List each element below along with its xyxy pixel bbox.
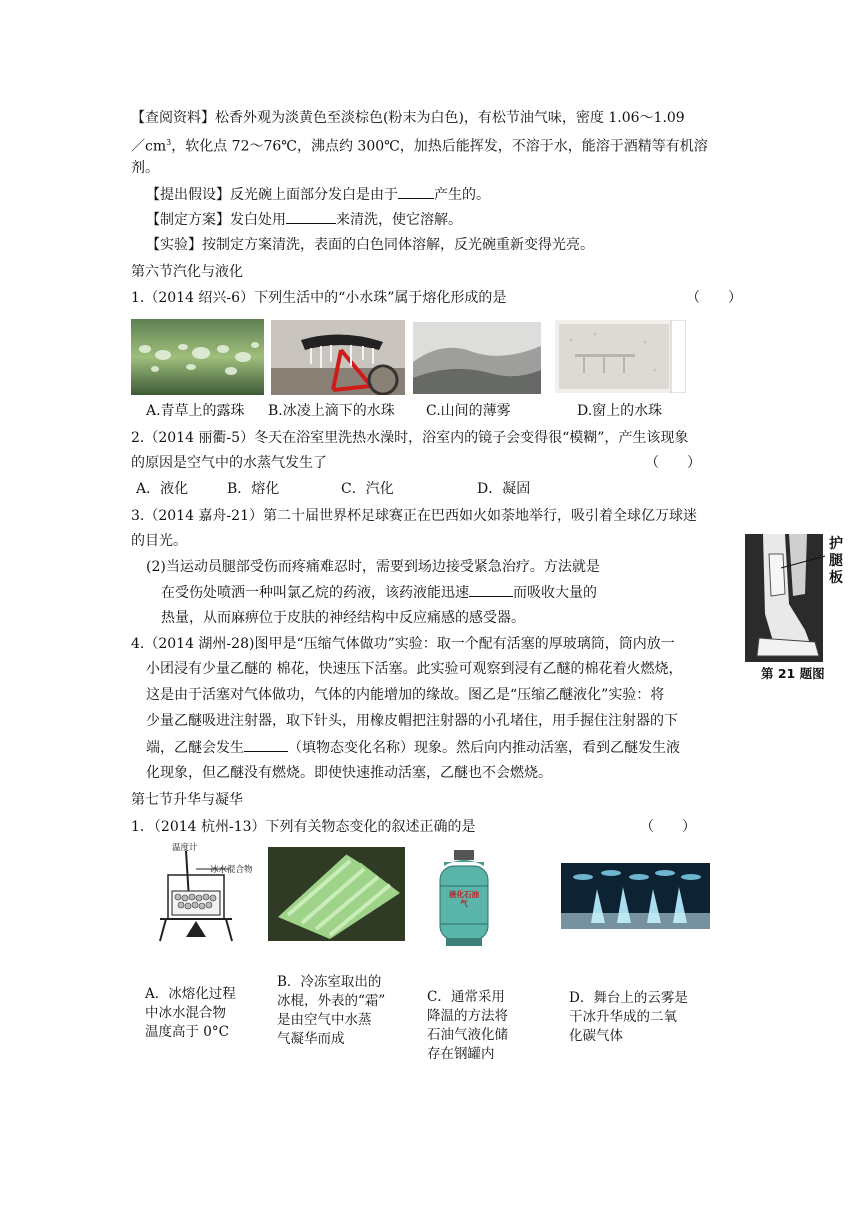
s7-option-c-line-2: 降温的方法将 xyxy=(427,1008,508,1024)
thermometer-label: 温度计 xyxy=(172,843,198,853)
s6-q1-answer-paren[interactable]: （ ） xyxy=(686,290,742,306)
s6-q1-option-a[interactable]: A.青草上的露珠 xyxy=(146,403,245,419)
s6-q4-line-4: 少量乙醚吸进注射器，取下针头，用橡皮帽把注射器的小孔堵住，用手握住注射器的下 xyxy=(146,713,678,729)
s7-option-d[interactable] xyxy=(569,989,688,1046)
s7-option-d-line-3: 化碳气体 xyxy=(569,1028,623,1044)
s7-option-c-line-3: 石油气液化储 xyxy=(427,1027,508,1043)
s6-q3-sub-2-tail: 而吸收大量的 xyxy=(513,585,597,601)
s6-q3-stem-line-1: 3.（2014 嘉舟-21）第二十届世界杯足球赛正在巴西如火如荼地举行，吸引着全球亿万球迷 xyxy=(131,508,697,524)
mountain-mist-image xyxy=(413,322,541,394)
hypothesis-tail: 产生的。 xyxy=(434,187,490,203)
s7-option-c[interactable] xyxy=(427,988,508,1064)
plan-text: 【制定方案】发白处用 xyxy=(146,212,286,228)
s7-option-a-line-1: A．冰熔化过程 xyxy=(145,986,236,1002)
s7-option-b-line-3: 是由空气中水蒸 xyxy=(277,1012,372,1028)
shin-guard-label: 护腿板 xyxy=(829,536,843,586)
section-6-title: 第六节汽化与液化 xyxy=(131,264,243,280)
s7-option-d-line-2: 干冰升华成的二氧 xyxy=(569,1009,677,1025)
s7-option-c-line-4: 存在钢罐内 xyxy=(427,1046,495,1062)
s6-q2-option-c[interactable]: C．汽化 xyxy=(341,481,394,497)
hypothesis-line xyxy=(146,184,490,205)
plan-line xyxy=(146,209,462,230)
lpg-cylinder-image xyxy=(426,848,502,948)
s6-q1-option-b[interactable]: B.冰凌上滴下的水珠 xyxy=(268,403,395,419)
s6-q1-option-d[interactable]: D.窗上的水珠 xyxy=(577,403,663,419)
frosted-popsicle-image xyxy=(268,847,405,941)
s7-option-a-line-3: 温度高于 0°C xyxy=(145,1024,229,1040)
s6-q3-sub-2 xyxy=(161,582,597,603)
s7-q1-stem: 1．（2014 杭州-13）下列有关物态变化的叙述正确的是 xyxy=(131,819,476,835)
plan-blank[interactable] xyxy=(286,209,336,224)
icicles-on-bicycle-image xyxy=(271,320,405,395)
s6-q3-sub-1: (2)当运动员腿部受伤而疼痛难忍时，需要到场边接受紧急治疗。方法就是 xyxy=(146,559,600,575)
s7-option-d-line-1: D．舞台上的云雾是 xyxy=(569,990,688,1006)
material-line-1: 【查阅资料】松香外观为淡黄色至淡棕色(粉末为白色)，有松节油气味，密度 1.06～1.09 xyxy=(131,110,685,126)
s6-q4-line-2: 小团浸有少量乙醚的 棉花，快速压下活塞。此实验可观察到浸有乙醚的棉花着火燃烧， xyxy=(146,661,683,677)
s7-option-c-line-1: C．通常采用 xyxy=(427,989,505,1005)
s6-q3-blank[interactable] xyxy=(469,582,513,597)
material-line-2 xyxy=(131,133,708,157)
figure-21-caption: 第 21 题图 xyxy=(761,666,825,681)
s7-q1-answer-paren[interactable]: （ ） xyxy=(640,819,696,835)
s6-q4-blank[interactable] xyxy=(244,737,288,752)
s7-option-a-line-2: 中冰水混合物 xyxy=(145,1005,226,1021)
material-line-2-rest: ，软化点 72～76℃，沸点约 300℃，加热后能挥发，不溶于水，能溶于酒精等有机溶 xyxy=(171,138,708,155)
s7-option-b-line-2: 冰棍，外表的“霜” xyxy=(277,993,386,1009)
s7-option-b-line-1: B．冷冻室取出的 xyxy=(277,974,382,990)
s6-q4-line-6: 化现象，但乙醚没有燃烧。即使快速推动活塞，乙醚也不会燃烧。 xyxy=(146,765,552,781)
s6-q2-stem-line-1: 2.（2014 丽衢-5）冬天在浴室里洗热水澡时，浴室内的镜子会变得很“模糊”，产生该现象 xyxy=(131,430,689,446)
cylinder-print: 液化石油气 xyxy=(449,890,479,908)
ice-water-thermometer-figure xyxy=(152,841,264,943)
s6-q4-line-1: 4.（2014 湖州-28)图甲是“压缩气体做功”实验：取一个配有活塞的厚玻璃筒，筒内放一 xyxy=(131,636,675,652)
s7-option-b[interactable] xyxy=(277,973,385,1049)
s6-q3-sub-2-text: 在受伤处喷洒一种叫氯乙烷的药液，该药液能迅速 xyxy=(161,585,469,601)
s6-q3-stem-line-2: 的目光。 xyxy=(131,533,187,549)
s7-option-a[interactable] xyxy=(145,985,236,1042)
s6-q3-sub-3: 热量，从而麻痹位于皮肤的神经结构中反应痛感的感受器。 xyxy=(161,610,525,626)
stage-fog-image xyxy=(561,863,710,929)
s6-q1-option-c[interactable]: C.山间的薄雾 xyxy=(426,403,511,419)
s7-option-b-line-4: 气凝华而成 xyxy=(277,1031,345,1047)
plan-tail: 来清洗，使它溶解。 xyxy=(336,212,462,228)
s6-q1-stem: 1.（2014 绍兴-6）下列生活中的“小水珠”属于熔化形成的是 xyxy=(131,290,507,306)
hypothesis-blank[interactable] xyxy=(398,184,434,199)
s6-q2-option-b[interactable]: B．熔化 xyxy=(227,481,280,497)
material-line-3: 剂。 xyxy=(131,160,159,176)
s6-q2-stem-line-2: 的原因是空气中的水蒸气发生了 xyxy=(131,455,327,471)
hypothesis-text: 【提出假设】反光碗上面部分发白是由于 xyxy=(146,187,398,203)
s6-q2-answer-paren[interactable]: （ ） xyxy=(645,455,701,471)
s6-q2-option-d[interactable]: D．凝固 xyxy=(477,481,531,497)
s6-q4-line-5 xyxy=(146,737,680,758)
s6-q2-option-a[interactable]: A．液化 xyxy=(136,481,189,497)
unit-text: ／cm xyxy=(131,138,167,155)
ice-water-mixture-label: 冰水混合物 xyxy=(210,865,253,875)
section-7-title: 第七节升华与凝华 xyxy=(131,792,243,808)
s6-q4-line-5-tail: （填物态变化名称）现象。然后向内推动活塞，看到乙醚发生液 xyxy=(288,740,680,756)
experiment-line: 【实验】按制定方案清洗，表面的白色同体溶解，反光碗重新变得光亮。 xyxy=(146,237,594,253)
s6-q4-line-3: 这是由于活塞对气体做功，气体的内能增加的缘故。图乙是“压缩乙醚液化”实验：将 xyxy=(146,687,665,703)
water-drops-on-window-image xyxy=(555,320,686,393)
shin-guard-figure xyxy=(745,534,856,684)
unit-superscript: 3 xyxy=(166,138,172,147)
dewdrops-on-grass-image xyxy=(131,319,264,395)
s6-q4-line-5-text: 端，乙醚会发生 xyxy=(146,740,244,756)
